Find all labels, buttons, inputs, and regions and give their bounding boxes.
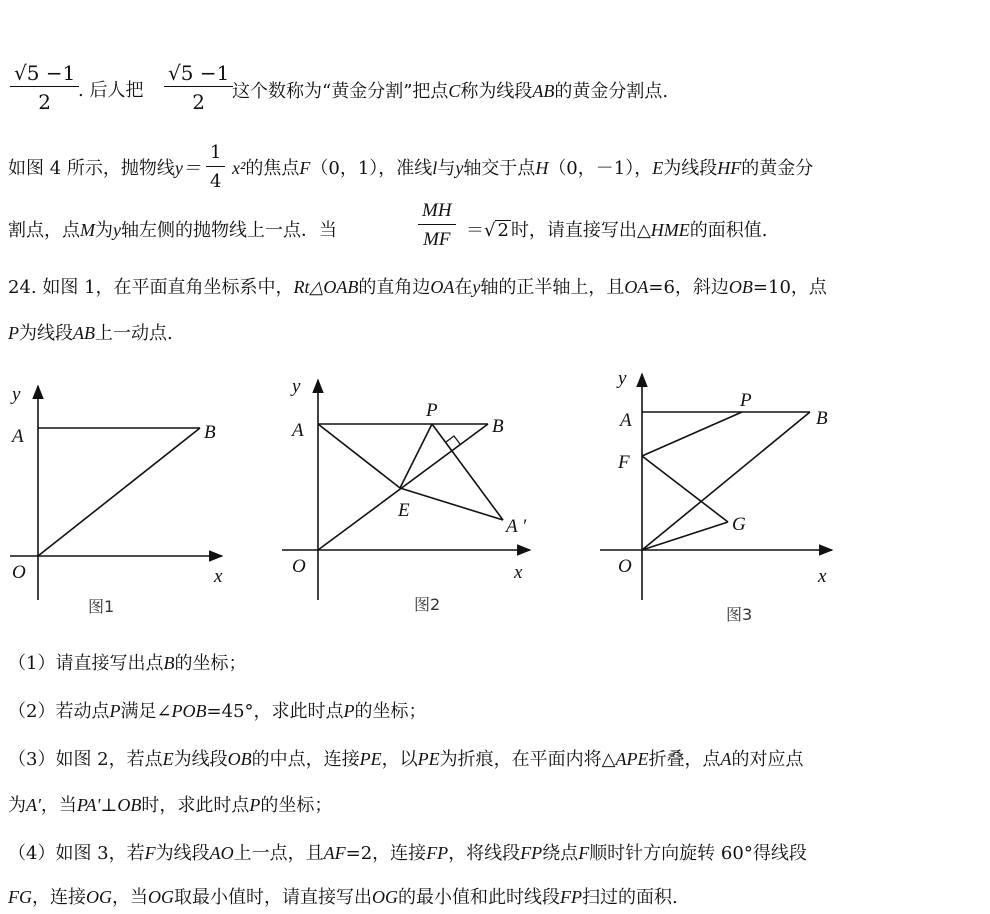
figure-1 [10,386,222,600]
fig2-label-o: O [292,556,306,577]
figure-2 [282,380,530,600]
fraction-golden-mid: √5 −1 2 [164,62,233,113]
fraction-mh-mf: MH MF [418,200,456,251]
figures-svg [0,360,990,630]
text-line-3a: 割点，点M为y轴左侧的抛物线上一点．当 [8,220,337,241]
fig2-label-y: y [292,376,301,397]
fig1-label-b: B [204,422,216,443]
text-line-1b: 这个数称为“黄金分割”把点C称为线段AB的黄金分割点. [232,81,669,102]
fig3-label-p: P [740,390,752,411]
fig3-label-x: x [818,566,827,587]
question-3: （3）如图 2，若点E为线段OB的中点，连接PE，以PE为折痕，在平面内将△APE折叠，点A的对应点 [8,749,804,770]
fig1-segment-ob [38,428,200,556]
fig1-label-a: A [12,426,24,447]
fig3-caption: 图3 [726,605,753,624]
fig3-label-g: G [732,514,746,535]
fraction-golden-left [10,62,79,113]
fraction-denominator: 2 [38,90,52,114]
fig2-segment-ea2 [400,488,503,520]
problem-24-stem: 24. 如图 1，在平面直角坐标系中，Rt△OAB的直角边OA在y轴的正半轴上，且OA=6，斜边OB=10，点 [8,277,827,298]
text-line-2b: x²的焦点F（0，1），准线l与y轴交于点H（0，－1），E为线段HF的黄金分 [232,158,814,179]
fig1-label-o: O [12,562,26,583]
fig2-label-b: B [492,416,504,437]
fig2-label-e: E [398,500,410,521]
text-line-1: . 后人把 [78,80,144,101]
problem-24-stem-2: P为线段AB上一动点. [8,323,173,344]
question-4-cont: FG，连接OG，当OG取最小值时，请直接写出OG的最小值和此时线段FP扫过的面积. [8,887,678,908]
question-3-cont: 为A'，当PA'⊥OB时，求此时点P的坐标； [8,795,333,816]
fig3-segment-ob [642,412,810,550]
fig3-segment-og [642,522,728,550]
fig2-label-a-prime: A ′ [506,516,527,537]
figure-3 [600,374,832,600]
fig2-label-a: A [292,420,304,441]
fig3-segment-fp [642,412,742,456]
text-line-2a: 如图 4 所示，抛物线y＝ [8,158,201,179]
text-line-3b: ＝√ 2 时，请直接写出△HME的面积值. [466,220,768,241]
fig3-label-y: y [618,368,627,389]
fig2-right-angle-mark [446,436,460,444]
fraction-quarter: 1 4 [206,142,225,193]
fig2-label-x: x [514,562,523,583]
fig3-label-f: F [618,452,630,473]
question-1: （1）请直接写出点B的坐标； [8,653,247,674]
fig2-segment-pe [400,424,432,488]
fig1-label-y: y [12,384,21,405]
fig3-label-a: A [620,410,632,431]
fig1-caption: 图1 [88,597,115,616]
fig2-label-p: P [426,400,438,421]
question-4: （4）如图 3，若F为线段AO上一点，且AF=2，连接FP，将线段FP绕点F顺时针方向旋转 60°得线段 [8,843,807,864]
fig1-label-x: x [214,566,223,587]
question-2: （2）若动点P满足∠POB=45°，求此时点P的坐标； [8,701,427,722]
fig3-label-o: O [618,556,632,577]
fraction-numerator: √5 −1 [14,61,76,85]
fig3-label-b: B [816,408,828,429]
fig2-segment-ae [318,424,400,488]
fig2-caption: 图2 [414,595,441,614]
